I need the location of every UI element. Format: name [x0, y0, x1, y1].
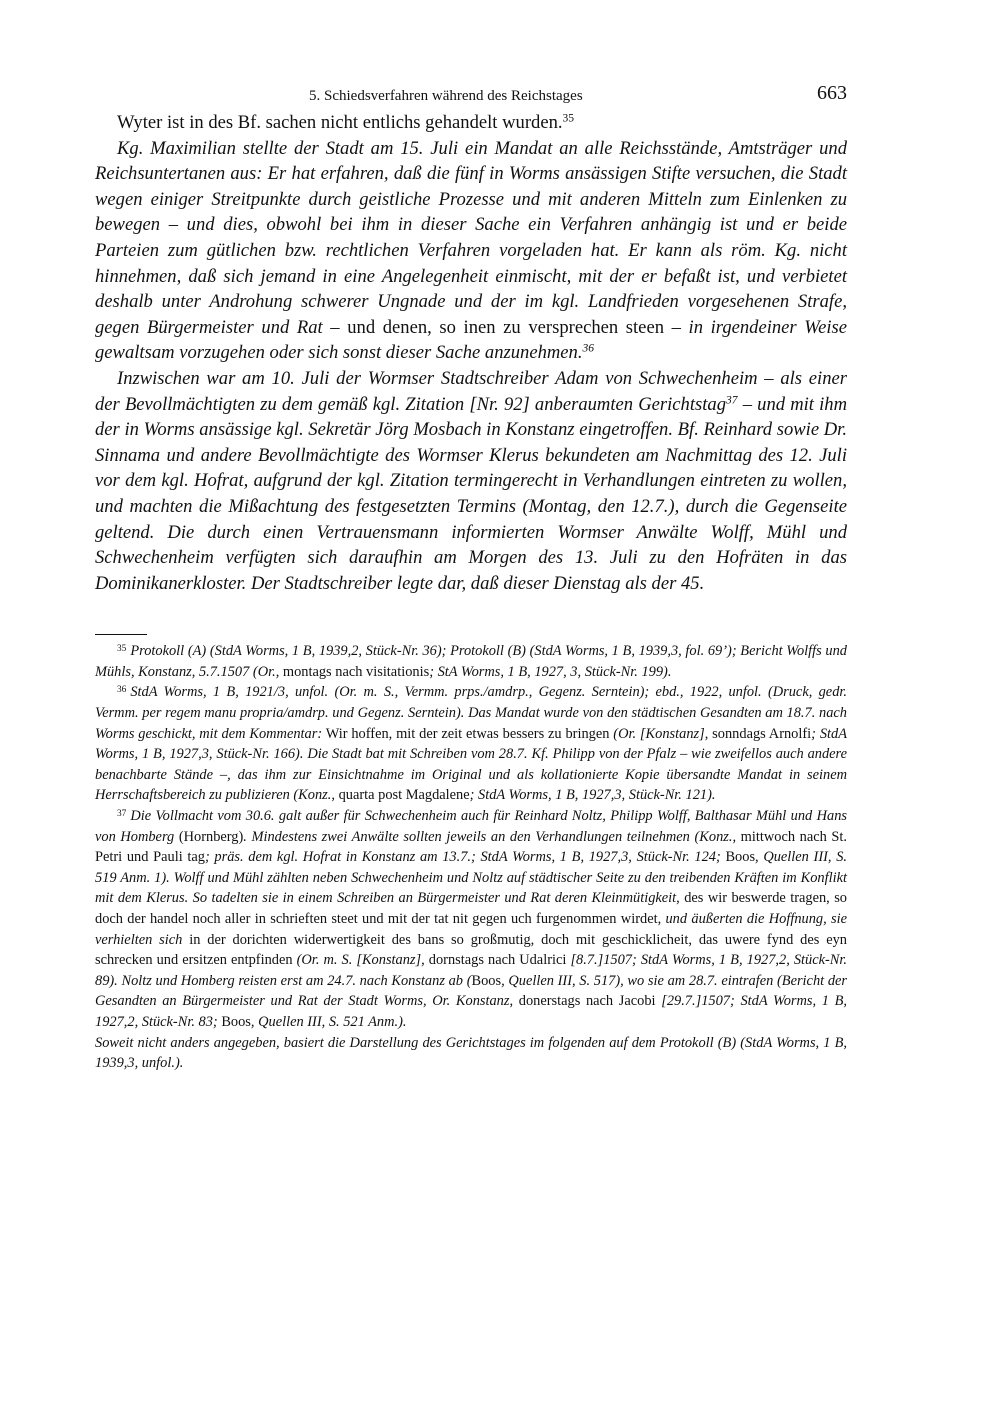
- footnote-35-number: 35: [117, 644, 127, 655]
- footnote-37-text-i: und äußerten die Hoffnung, sie verhielten sich: [95, 911, 847, 948]
- footnote-35-text-b: montags nach visitationis: [279, 663, 430, 680]
- footnotes: [95, 641, 847, 1073]
- footnote-37-text-j: in der dorichten widerwertigkeit des bans so großmutig, doch mit geschicklicheit, das uwere fynd des eyn schrecken und ersitzen entpfinden: [95, 931, 847, 969]
- footnote-37-text-o: , Quellen III, S. 517), wo sie am 28.7. eintrafen (Bericht der Gesandten an Bürgermeister und Rat der Stadt Worms, Or. Konstanz,: [95, 972, 848, 1010]
- footnote-35-text-c: ; StA Worms, 1 B, 1927, 3, Stück-Nr. 199).: [429, 663, 672, 680]
- running-header: [95, 78, 847, 110]
- footnote-36-text-c: (Or. [Konstanz],: [613, 725, 709, 742]
- footnote-36-text-a: StdA Worms, 1 B, 1921/3, unfol. (Or. m. S., Vermm. prps./amdrp., Gegenz. Serntein); ebd., 1922, unfol. (Druck, gedr. Vermm. per regem manu propria/amdrp. und Gegenz. Serntein). Das Mandat wurde von den städtischen Gesandten am 18.7. nach Worms geschickt, mit dem Kommentar:: [95, 684, 847, 742]
- page-number: 663: [817, 82, 847, 104]
- paragraph-3-italic-b: – und mit ihm der in Worms ansässige kgl. Sekretär Jörg Mosbach in Konstanz eingetroffen. Bf. Reinhard sowie Dr. Sinnama und andere Bevollmächtigte des Wormser Klerus bekundeten am Nachmittag des 12. Juli vor dem kgl. Hofrat, aufgrund der kgl. Zitation termingerecht in Verhandlungen eintreten zu wollen, und machten die Mißachtung des festgesetzten Termins (Montag, den 12.7.), durch die Gegenseite geltend. Die durch einen Vertrauensmann informierten Wormser Anwälte Wolff, Mühl und Schwechenheim verfügten sich daraufhin am Morgen des 13. Juli zu den Hofräten in das Dominikanerkloster. Der Stadtschreiber legte dar, daß dieser Dienstag als der 45.: [95, 393, 847, 594]
- footnote-separator: [95, 634, 147, 635]
- footnote-37-continuation: Soweit nicht anders angegeben, basiert die Darstellung des Gerichtstages im folgenden auf dem Protokoll (B) (StdA Worms, 1 B, 1939,3, unfol.).: [95, 1034, 847, 1072]
- footnote-37-text-h: des wir beswerde tragen, so doch der handel noch aller in schrieften steet und mit der tat nit gegen uch furgenommen wirdet,: [95, 890, 847, 927]
- paragraph-3: [95, 366, 847, 596]
- footnote-36-text-f: quarta post Magdalene: [334, 787, 470, 804]
- paragraph-2-italic-a: Kg. Maximilian stellte der Stadt am 15. Juli ein Mandat an alle Reichsstände, Amtsträger und Reichsuntertanen aus: Er hat erfahren, daß die fünf in Worms ansässigen Stifte versuchen, die Stadt wegen einiger Streitpunkte durch geistliche Prozesse und mit anderen Mitteln zum Einlenken zu bewegen – und dies, obwohl bei ihm in dieser Sache ein Verfahren anhängig ist und er beide Parteien zum gütlichen bzw. rechtlichen Verfahren vorgeladen hat. Er kann als röm. Kg. nicht hinnehmen, daß sich jemand in eine Angelegenheit einmischt, mit der er befaßt ist, und verbietet deshalb unter Androhung schwerer Ungnade und der im kgl. Landfrieden vorgesehenen Strafe, gegen Bürgermeister und Rat –: [95, 137, 847, 338]
- paragraph-2-italic-c: – in irgendeiner Weise gewaltsam vorzugehen oder sich sonst dieser Sache anzunehmen.: [95, 316, 847, 364]
- footnote-37-text-n: Boos: [471, 972, 502, 989]
- footnote-36-text-e: ; StdA Worms, 1 B, 1927,3, Stück-Nr. 166). Die Stadt bat mit Schreiben vom 28.7. Kf. Philipp von der Pfalz – wie zweifellos auch andere benachbarte Stände –, das ihm zur Einsichtnahme im Original und als kollationierte Kopie übersandte Mandat in seinem Herrschaftsbereich zu publizieren (Konz.,: [95, 725, 847, 804]
- paragraph-1-text: Wyter ist in des Bf. sachen nicht entlichs gehandelt wurden.: [117, 112, 563, 133]
- footnote-37-text-m: [8.7.]1507; StdA Worms, 1 B, 1927,2, Stück-Nr. 89). Noltz und Homberg reisten erst am 24.7. nach Konstanz ab (: [95, 952, 848, 989]
- footnote-ref-36[interactable]: 36: [582, 343, 595, 356]
- paragraph-2-quote: und denen, so inen zu versprechen steen: [339, 316, 672, 338]
- footnote-37-text-a: Die Vollmacht vom 30.6. galt außer für Schwechenheim auch für Reinhard Noltz, Philipp Wolff, Balthasar Mühl und Hans von Homberg: [95, 808, 847, 845]
- footnote-37-text-s: , Quellen III, S. 521 Anm.).: [250, 1013, 407, 1030]
- footnote-ref-35[interactable]: 35: [562, 112, 575, 125]
- footnote-35-text-a: Protokoll (A) (StdA Worms, 1 B, 1939,2, Stück-Nr. 36); Protokoll (B) (StdA Worms, 1 B, 1939,3, fol. 69’); Bericht Wolffs und Mühls, Konstanz, 5.7.1507 (Or.,: [95, 643, 847, 680]
- footnote-36-text-g: ; StdA Worms, 1 B, 1927,3, Stück-Nr. 121).: [469, 787, 716, 804]
- paragraph-2: [95, 136, 847, 366]
- footnote-37-text-c: . Mindestens zwei Anwälte sollten jeweils an den Verhandlungen teilnehmen (Konz.,: [243, 828, 737, 845]
- main-text: [95, 110, 847, 596]
- footnote-37-text-q: [29.7.]1507; StdA Worms, 1 B, 1927,2, Stück-Nr. 83;: [95, 993, 847, 1030]
- paragraph-3-italic-a: Inzwischen war am 10. Juli der Wormser Stadtschreiber Adam von Schwechenheim – als einer der Bevollmächtigten zu dem gemäß kgl. Zitation [Nr. 92] anberaumten Gerichtstag: [95, 367, 847, 415]
- paragraph-1: [95, 110, 847, 136]
- footnote-37-text-l: dornstags nach Udalrici: [424, 952, 571, 969]
- footnote-36-text-b: Wir hoffen, mit der zeit etwas bessers zu bringen: [322, 725, 614, 742]
- footnote-37-number: 37: [117, 808, 127, 819]
- footnote-37: [95, 806, 847, 1033]
- footnote-36: [95, 682, 847, 806]
- footnote-36-number: 36: [117, 685, 127, 696]
- footnote-35: [95, 641, 847, 682]
- running-title: 5. Schiedsverfahren während des Reichstages: [309, 88, 583, 104]
- footnote-37-text-b: (Hornberg): [174, 828, 244, 845]
- footnote-37-text-k: (Or. m. S. [Konstanz],: [296, 952, 425, 969]
- footnote-37-text-f: Boos: [720, 849, 756, 866]
- footnote-37-text-e: ; präs. dem kgl. Hofrat in Konstanz am 13.7.; StdA Worms, 1 B, 1927,3, Stück-Nr. 124;: [204, 849, 721, 866]
- document-page: [95, 78, 847, 1074]
- footnote-37-text-g: , Quellen III, S. 519 Anm. 1). Wolff und Mühl zählten neben Schwechenheim und Noltz auf städtischer Seite zu den treibenden Kräften im Konflikt mit dem Klerus. So tadelten sie in einem Schreiben an Bürgermeister und Rat deren Kleinmütigkeit,: [95, 849, 847, 907]
- footnote-36-text-d: sonndags Arnolfi: [708, 725, 812, 742]
- footnote-37-text-d: mittwoch nach St. Petri und Pauli tag: [95, 828, 847, 866]
- footnote-37-text-p: donerstags nach Jacobi: [513, 993, 662, 1010]
- footnote-ref-37[interactable]: 37: [726, 394, 738, 407]
- footnote-37-text-r: Boos: [217, 1013, 251, 1030]
